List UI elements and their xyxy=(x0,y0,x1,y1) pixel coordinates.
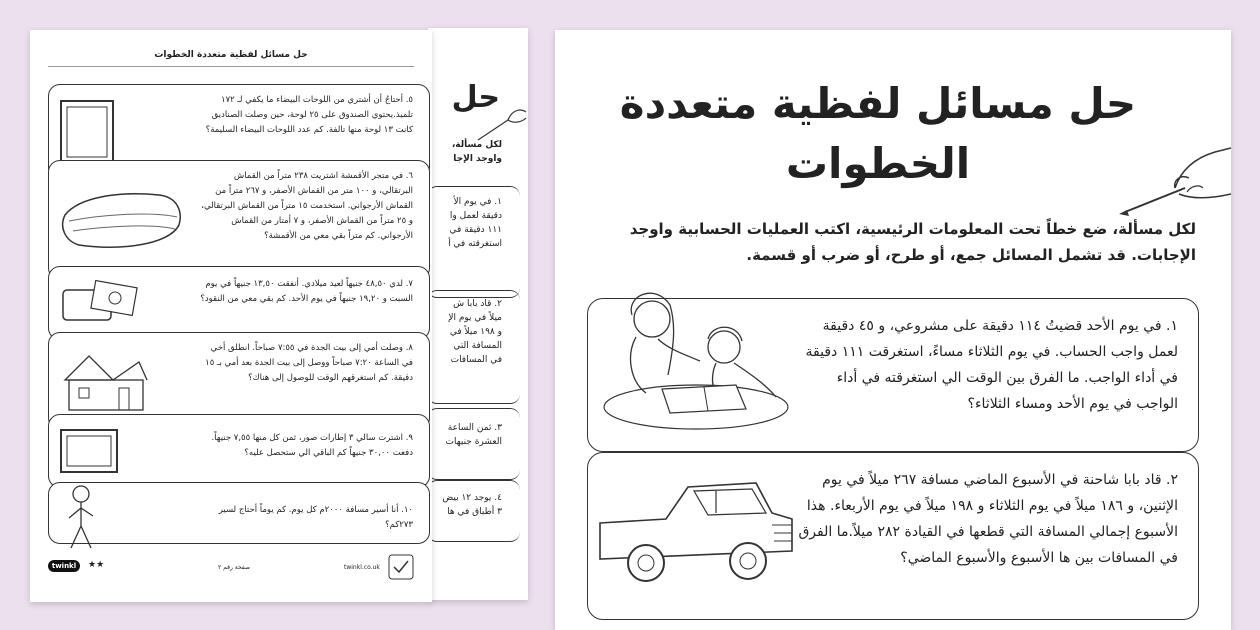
problem-box-2 xyxy=(587,452,1199,620)
back-snippet: ٢. قاد بابا ش ميلاً في يوم الإ و ١٩٨ ميلاً في المسافة التي في المسافات xyxy=(448,299,502,365)
back-page-instructions: لكل مسألة، واوجد الإجا xyxy=(451,140,502,164)
problem-box-7 xyxy=(48,266,430,340)
footer-url: twinkl.co.uk xyxy=(344,564,380,571)
worksheet-page-1 xyxy=(555,30,1231,630)
problem-box-10 xyxy=(48,482,430,544)
mid-page-title: حل مسائل لفظية متعددة الخطوات xyxy=(154,50,308,60)
worksheet-page-2 xyxy=(30,30,432,602)
problem-text: ٨. وصلت أمي إلى بيت الجدة في ٧:٥٥ صباحاً. انطلق أخي في الساعة ٧:٢٠ صباحاً ووصل إلى بيت الجدة بعد أمي بـ ١٥ دقيقة. كم استغرقهم الوقت للوصول إلى هناك؟ xyxy=(205,343,413,383)
back-snippet: ١. في يوم الأ دقيقة لعمل وا ١١١ دقيقة في استغرقته في أ xyxy=(448,197,502,249)
house-icon xyxy=(59,346,151,416)
pickup-truck-icon xyxy=(596,473,796,593)
difficulty-stars: ★★ xyxy=(88,560,105,570)
problem-text: ١. في يوم الأحد قضيتُ ١١٤ دقيقة على مشروعي، و ٤٥ دقيقة لعمل واجب الحساب. في يوم الثلاثاء مساءً، استغرقت ١١١ دقيقة في أداء الواجب. ما الفرق بين الوقت الي استغرقته في أداء الواجب في يوم الأحد ومساء الثلاثاء؟ xyxy=(805,318,1178,412)
mother-child-homework-icon xyxy=(596,285,796,447)
problem-text: ٥. أحتاجُ أن أشتري من اللوحات البيضاء ما يكفي لـ ١٧٢ تلميذ.يحتوي الصندوق على ٢٥ لوحة، حين وصلت الصناديق كانت ١٣ لوحة منها تالفة. كم عدد اللوحات البيضاء السليمة؟ xyxy=(205,95,413,135)
quality-badge-icon xyxy=(388,554,414,580)
problem-text: ٦. في متجر الأقمشة اشتريت ٢٣٨ متراً من القماش البرتقالي، و ١٠٠ متر من القماش الأصفر، و ٢٦٧ متراً من القماش الأرجواني. استخدمت ١٥ متراً من القماش البرتقالي، و ٢٥ متراً من القماش الأصفر، و ٧ أمتار من القماش الأرجواني. كم متراً بقي معي من الأقمشة؟ xyxy=(201,171,413,241)
page-title: حل مسائل لفظية متعددة الخطوات xyxy=(619,79,1137,188)
twinkl-logo: twinkl xyxy=(48,560,80,572)
back-page-title: حل xyxy=(451,80,500,115)
fabric-bolt-icon xyxy=(59,185,187,255)
problem-text: ٢. قاد بابا شاحنة في الأسبوع الماضي مسافة ٢٦٧ ميلاً في يوم الإثنين، و ١٨٦ ميلاً في يوم الثلاثاء و ١٩٨ ميلاً في يوم الأربعاء. هذا الأسبوع إجمالي المسافة التي قطعها في القيادة ٢٨٢ ميلاً.ما الفرق في المسافات بين ها الأسبوع والأسبوع الماضي؟ xyxy=(798,472,1178,566)
walking-girl-icon xyxy=(59,484,103,554)
picture-frame-icon xyxy=(59,99,115,165)
back-snippet: ٣. ثمن الساعة العشرة جنيهات xyxy=(445,423,502,447)
back-snippet: ٤. يوجد ١٢ بيض ٣ أطباق في ها xyxy=(442,493,502,517)
back-problem-box xyxy=(428,290,520,404)
problem-text: ٧. لدي ٤٨,٥٠ جنيهاً لعيد ميلادي. أنفقت ١٣,٥٠ جنيهاً في يوم السبت و ١٩,٢٠ جنيهاً في يوم الأحد. كم بقي معي من النقود؟ xyxy=(200,279,413,304)
instructions: لكل مسألة، ضع خطاً تحت المعلومات الرئيسية، اكتب العمليات الحسابية واوجد الإجابات. قد تشمل المسائل جمع، أو طرح، أو ضرب أو قسمة. xyxy=(629,220,1196,264)
picture-frame-icon xyxy=(59,428,119,474)
page-number-label: صفحة رقم ٢ xyxy=(218,564,251,571)
back-problem-box xyxy=(428,186,520,298)
problem-text: ١٠. أنا أسير مسافة ٢٠٠٠م كل يوم. كم يوماً أحتاج لسير ٢٧٣كم؟ xyxy=(218,505,413,530)
back-problem-box xyxy=(428,408,520,480)
back-problem-box xyxy=(428,480,520,542)
wallet-money-icon xyxy=(59,280,139,326)
worksheet-page-back xyxy=(428,28,528,600)
divider xyxy=(48,66,414,67)
problem-text: ٩. اشترت سالي ٣ إطارات صور، ثمن كل منها ٧,٥٥ جنيهاً. دفعت ٣٠,٠٠ جنيهاً كم الباقي الي ستحصل عليه؟ xyxy=(211,433,413,458)
problem-box-1 xyxy=(587,298,1199,452)
problem-box-9 xyxy=(48,414,430,488)
problem-box-6 xyxy=(48,160,430,280)
page-footer xyxy=(48,554,414,584)
